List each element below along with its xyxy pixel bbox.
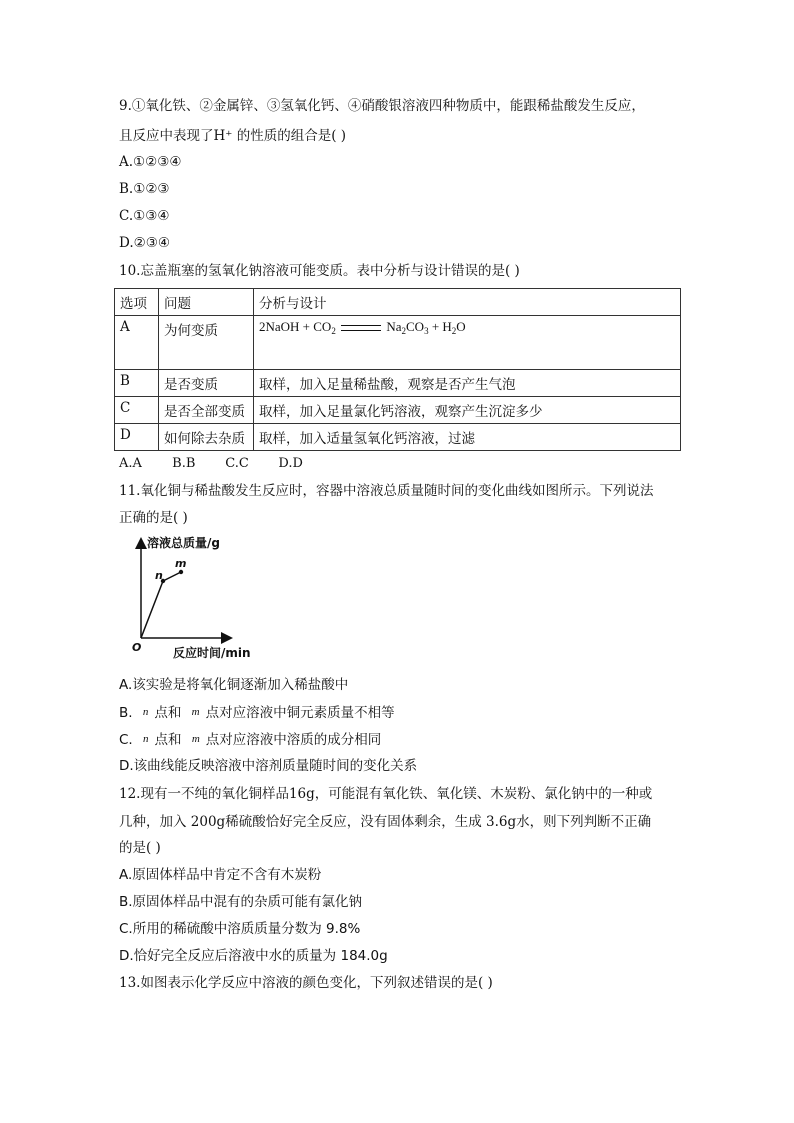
q12-option-b: B.原固体样品中混有的杂质可能有氯化钠 [119,894,363,910]
row-d-question: 如何除去杂质 [159,424,254,451]
q10-table [114,288,681,451]
q11-option-a: A.该实验是将氧化铜逐渐加入稀盐酸中 [119,677,349,693]
q10-stem: 10.忘盖瓶塞的氢氧化钠溶液可能变质。表中分析与设计错误的是( ) [119,263,520,279]
table-row [115,370,681,397]
point-n-label: n [155,569,163,582]
y-axis-label: 溶液总质量/g [147,536,220,550]
q10-answer-d: D.D [278,456,303,471]
q10-answer-c: C.C [225,456,249,471]
table-row [115,397,681,424]
row-c-option: C [115,397,159,424]
q12-option-a: A.原固体样品中肯定不含有木炭粉 [119,867,322,883]
q10-answer-b: B.B [172,456,196,471]
point-m-label: m [175,557,187,570]
q9-option-d: D.②③④ [119,235,170,251]
q9-option-b: B.①②③ [119,181,170,197]
row-b-design: 取样，加入足量稀盐酸，观察是否产生气泡 [254,370,681,397]
q12-stem-line1: 12.现有一不纯的氧化铜样品16g，可能混有氧化铁、氧化镁、木炭粉、氯化钠中的一种或 [119,786,653,802]
q11-stem-line1: 11.氧化铜与稀盐酸发生反应时，容器中溶液总质量随时间的变化曲线如图所示。下列说法 [119,483,654,499]
row-a-equation: 2NaOH + $CO_2$ $Na_2CO_3 + H_2O$ [254,316,681,370]
header-option: 选项 [115,289,159,316]
header-design: 分析与设计 [254,289,681,316]
x-axis-label: 反应时间/min [173,646,251,660]
row-d-design: 取样，加入适量氢氧化钙溶液，过滤 [254,424,681,451]
equals-sign [341,325,381,331]
q13-stem: 13.如图表示化学反应中溶液的颜色变化，下列叙述错误的是( ) [119,975,493,991]
q11-option-b: B. n 点和 m 点对应溶液中铜元素质量不相等 [119,705,395,721]
origin-label: O [132,641,142,654]
header-question: 问题 [159,289,254,316]
q10-answer-a: A.A [119,456,142,471]
row-d-option: D [115,424,159,451]
point-m [179,570,183,574]
q12-option-c: C.所用的稀硫酸中溶质质量分数为 9.8% [119,921,361,937]
q9-stem-line1: 9.①氧化铁、②金属锌、③氢氧化钙、④硝酸银溶液四种物质中，能跟稀盐酸发生反应， [119,98,645,114]
q9-stem-line2: 且反应中表现了H⁺ 的性质的组合是( ) [119,128,347,144]
q12-option-d: D.恰好完全反应后溶液中水的质量为 184.0g [119,948,388,964]
mass-time-graph [120,533,270,663]
q9-option-a: A.①②③④ [119,154,182,170]
q11-option-d: D.该曲线能反映溶液中溶剂质量随时间的变化关系 [119,758,418,774]
q11-stem-line2: 正确的是( ) [119,510,188,526]
q12-stem-line2: 几种，加入 200g稀硫酸恰好完全反应，没有固体剩余，生成 3.6g水，则下列判断不正确 [119,814,652,830]
row-c-design: 取样，加入足量氯化钙溶液，观察产生沉淀多少 [254,397,681,424]
row-b-option: B [115,370,159,397]
row-a-question: 为何变质 [159,316,254,370]
row-c-question: 是否全部变质 [159,397,254,424]
table-row [115,424,681,451]
q11-option-c: C. n 点和 m 点对应溶液中溶质的成分相同 [119,732,382,748]
table-row [115,316,681,370]
row-b-question: 是否变质 [159,370,254,397]
table-header-row [115,289,681,316]
q10-answers [119,456,303,471]
q9-option-c: C.①③④ [119,208,170,224]
row-a-option: A [115,316,159,370]
q12-stem-line3: 的是( ) [119,840,161,856]
